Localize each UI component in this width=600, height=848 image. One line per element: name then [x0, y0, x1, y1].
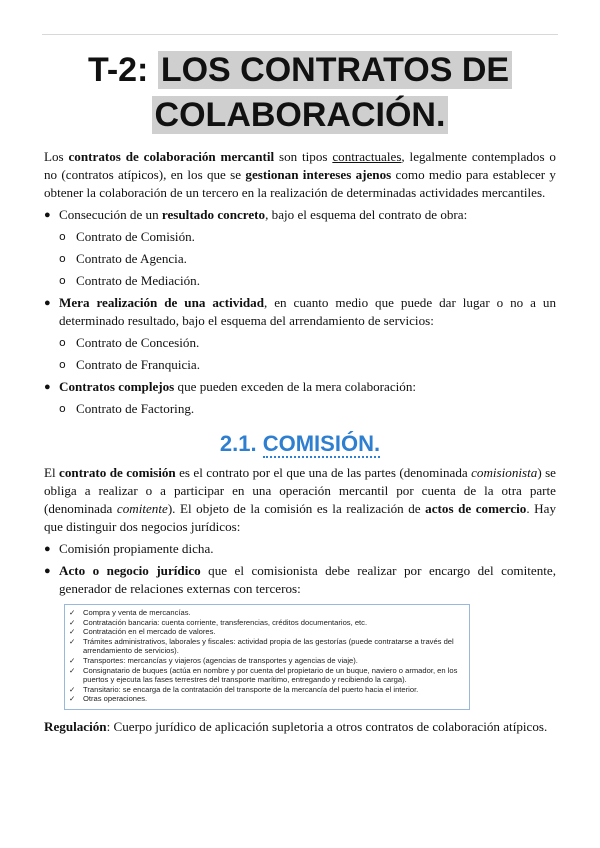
bullet-icon: ●	[44, 297, 51, 309]
list-item: o Contrato de Factoring.	[59, 401, 195, 416]
check-icon: ✓	[69, 617, 76, 627]
title-prefix: T-2:	[87, 51, 158, 89]
bullet-icon: ●	[44, 565, 51, 577]
list-item: o Contrato de Concesión.	[59, 335, 200, 350]
check-icon: ✓	[69, 627, 76, 637]
bullet-acto-negocio: ● Acto o negocio jurídico que el comisionista debe realizar por encargo del comitente, generador de relaciones externas con terceros:	[44, 563, 556, 596]
check-icon: ✓	[69, 694, 76, 704]
circle-bullet-icon: o	[59, 336, 66, 349]
list-item: o Contrato de Comisión.	[59, 229, 195, 244]
checklist-item: ✓ Trámites administrativos, laborales y fiscales: actividad propia de las gestorías (puede contratarse a través del arrendamiento de servicios).	[69, 636, 454, 656]
comision-paragraph: El contrato de comisión es el contrato por el que una de las partes (denominada comisionista) se obliga a realizar o a participar en una operación mercantil por cuenta de la otra parte (denominada comitente). El objeto de la comisión es la realización de actos de comercio. Hay que distinguir dos negocios jurídicos:	[44, 465, 556, 534]
circle-bullet-icon: o	[59, 358, 66, 371]
list-item: o Contrato de Agencia.	[59, 251, 187, 266]
circle-bullet-icon: o	[59, 230, 66, 243]
checklist-item: ✓ Contratación en el mercado de valores.	[69, 627, 216, 637]
header-rule	[42, 34, 558, 35]
bullet-contratos-complejos: ● Contratos complejos que pueden exceden de la mera colaboración:	[44, 379, 417, 394]
checklist-item: ✓ Contratación bancaria: cuenta corriente, transferencias, créditos documentarios, etc.	[69, 617, 368, 627]
section-heading	[44, 430, 556, 458]
operations-checklist	[64, 604, 470, 710]
section-title: COMISIÓN.	[262, 431, 381, 456]
circle-bullet-icon: o	[59, 274, 66, 287]
check-icon: ✓	[69, 608, 76, 617]
check-icon: ✓	[69, 665, 76, 675]
checklist-item: ✓ Compra y venta de mercancías.	[69, 608, 191, 617]
checklist-item: ✓ Consignatario de buques (actúa en nombre y por cuenta del propietario de un buque, naviero o armador, en los puertos y ejecuta las fases terrestres del transporte marítimo, entregando y recibiendo la carga).	[69, 665, 458, 685]
bullet-resultado-concreto: ● Consecución de un resultado concreto, bajo el esquema del contrato de obra:	[44, 207, 468, 222]
page-title	[0, 48, 600, 138]
bullet-icon: ●	[44, 543, 51, 555]
bullet-mera-realizacion: ● Mera realización de una actividad, en cuanto medio que puede dar lugar o no a un determinado resultado, bajo el esquema del arrendamiento de servicios:	[44, 295, 557, 328]
list-item: o Contrato de Franquicia.	[59, 357, 200, 372]
checklist-item: ✓ Transportes: mercancías y viajeros (agencias de transportes y agencias de viaje).	[69, 655, 358, 665]
circle-bullet-icon: o	[59, 252, 66, 265]
bullet-comision-propia: ● Comisión propiamente dicha.	[44, 541, 214, 556]
section-number: 2.1.	[219, 431, 257, 456]
check-icon: ✓	[69, 655, 76, 665]
title-line-2: COLABORACIÓN.	[152, 96, 449, 134]
check-icon: ✓	[69, 636, 76, 646]
bullet-icon: ●	[44, 209, 51, 221]
regulacion-paragraph: Regulación: Cuerpo jurídico de aplicación supletoria a otros contratos de colaboración atípicos.	[44, 718, 548, 734]
circle-bullet-icon: o	[59, 402, 66, 415]
checklist-item: ✓ Transitario: se encarga de la contratación del transporte de la mercancía del puerto hacia el interior.	[69, 684, 419, 694]
title-line-1: LOS CONTRATOS DE	[158, 51, 512, 89]
bullet-icon: ●	[44, 381, 51, 393]
intro-paragraph: Los contratos de colaboración mercantil son tipos contractuales, legalmente contemplados o no (contratos atípicos), en los que se gestionan intereses ajenos como medio para establecer y obtener la colaboración de un tercero en la realización de determinadas actividades mercantiles.	[44, 149, 556, 200]
check-icon: ✓	[69, 684, 76, 694]
document-body	[44, 148, 556, 736]
list-item: o Contrato de Mediación.	[59, 273, 200, 288]
checklist-item: ✓ Otras operaciones.	[69, 694, 148, 704]
